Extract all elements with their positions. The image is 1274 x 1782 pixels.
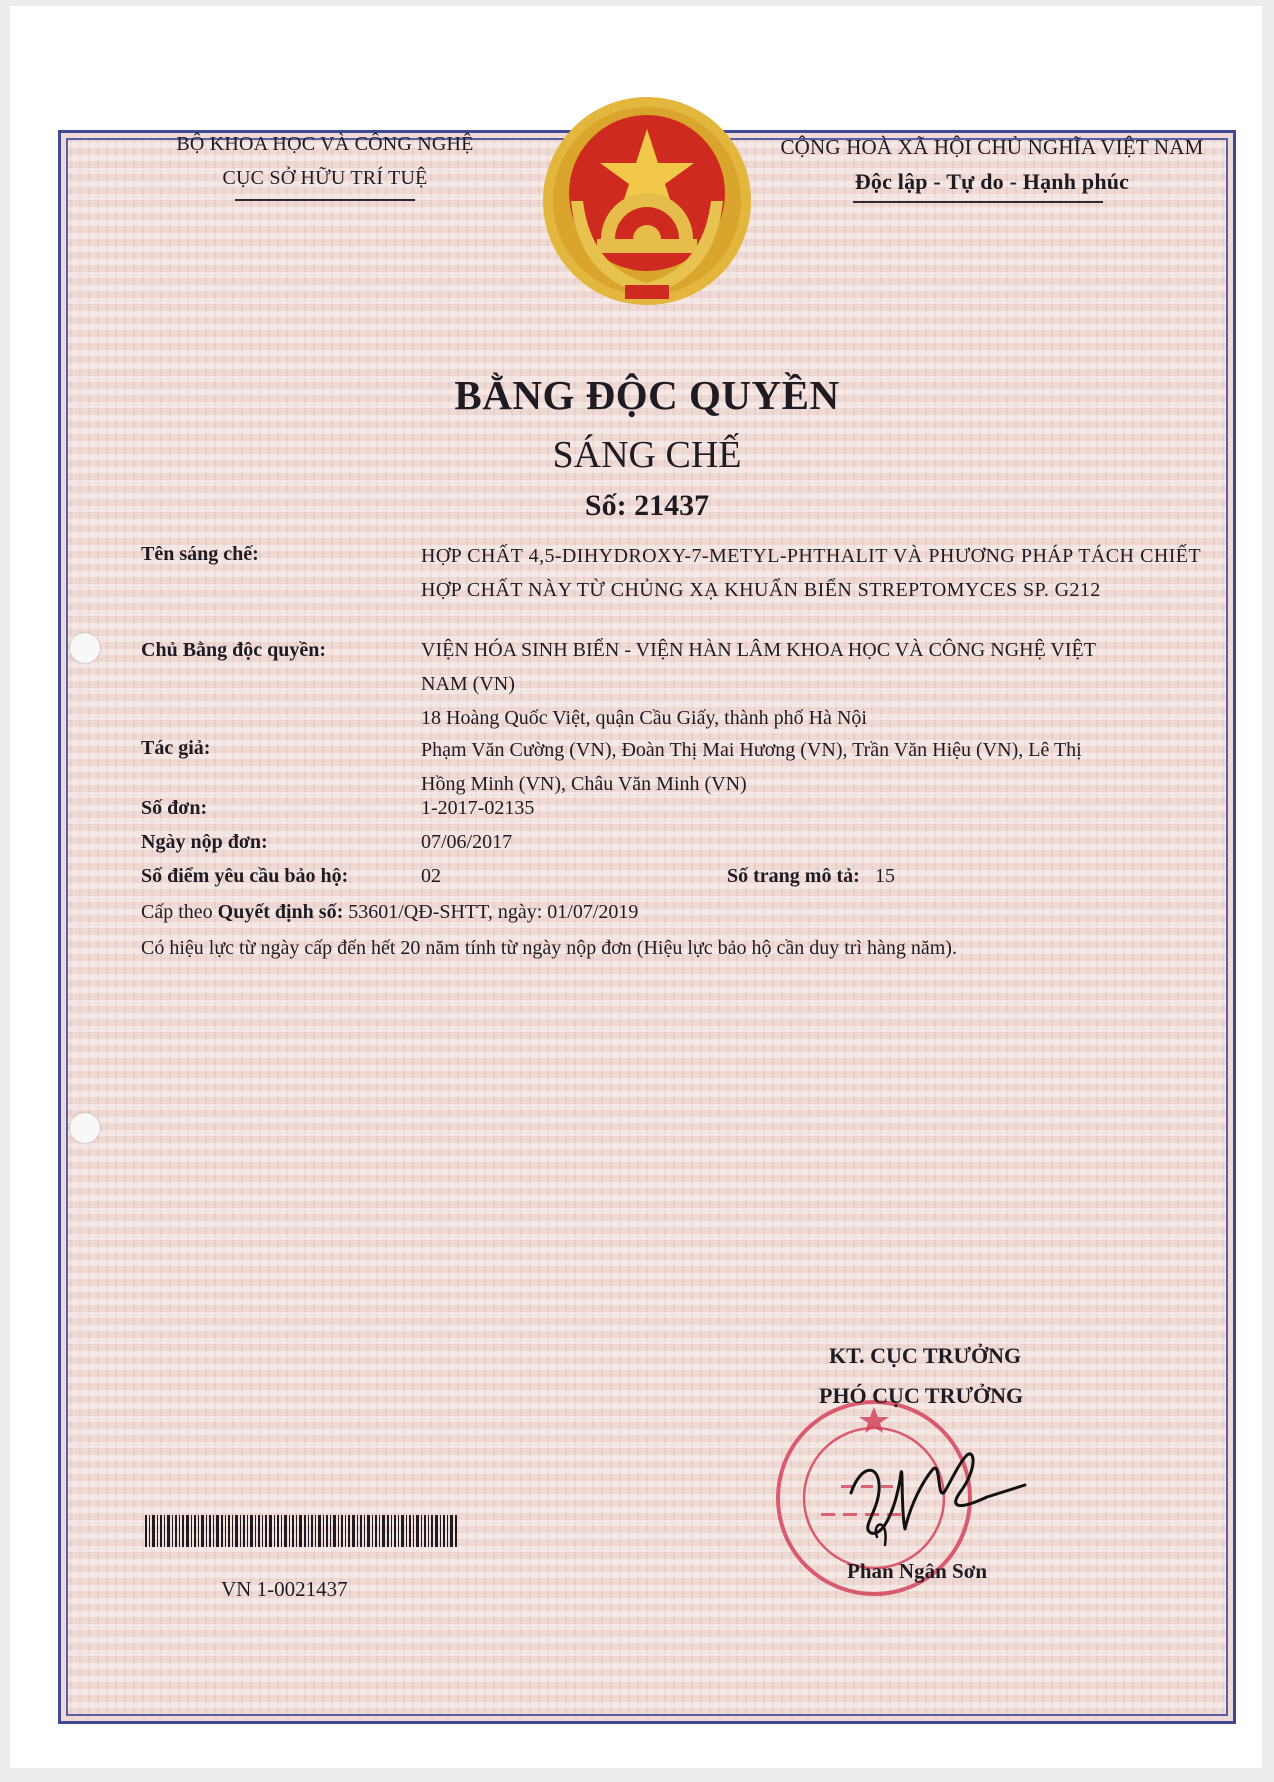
country-motto: Độc lập - Tự do - Hạnh phúc: [854, 169, 1130, 194]
filing-date-value: 07/06/2017: [421, 831, 513, 853]
decision-value: 53601/QĐ-SHTT, ngày: 01/07/2019: [348, 901, 639, 923]
office-name: CỤC SỞ HỮU TRÍ TUỆ: [222, 167, 428, 189]
left-header-underline: [235, 199, 415, 201]
country-name: CỘNG HOÀ XÃ HỘI CHỦ NGHĨA VIỆT NAM: [780, 135, 1204, 159]
signatory-title-2: PHÓ CỤC TRƯỞNG: [819, 1383, 1024, 1408]
handwritten-signature: [841, 1433, 1041, 1553]
invention-name-label: Tên sáng chế:: [141, 543, 259, 565]
decision-line: [141, 901, 638, 924]
signatory-title-1: KT. CỤC TRƯỞNG: [829, 1343, 1022, 1368]
right-header-underline: [853, 201, 1103, 203]
barcode-number: VN 1-0021437: [221, 1577, 348, 1601]
national-emblem-icon: [531, 89, 763, 321]
filing-date-label: Ngày nộp đơn:: [141, 831, 268, 853]
authors-value: Phạm Văn Cường (VN), Đoàn Thị Mai Hương (VN), Trần Văn Hiệu (VN), Lê Thị Hồng Minh (VN), Châu Văn Minh (VN): [421, 739, 1082, 795]
certificate-number: Số: 21437: [584, 489, 710, 522]
authors-label: Tác giả:: [141, 737, 211, 759]
claims-value: 02: [421, 865, 441, 887]
owner-address: 18 Hoàng Quốc Việt, quận Cầu Giấy, thành phố Hà Nội: [421, 707, 867, 729]
punch-hole: [70, 1113, 100, 1143]
ministry-name: BỘ KHOA HỌC VÀ CÔNG NGHỆ: [176, 133, 474, 155]
claims-label: Số điểm yêu cầu bảo hộ:: [141, 865, 349, 887]
owner-label: Chủ Bằng độc quyền:: [141, 639, 327, 661]
certificate: [58, 130, 1236, 1724]
pages-value: 15: [875, 865, 895, 887]
pages-label: Số trang mô tả:: [727, 865, 860, 887]
validity-statement: Có hiệu lực từ ngày cấp đến hết 20 năm tính từ ngày nộp đơn (Hiệu lực bảo hộ cần duy trì hàng năm).: [141, 937, 957, 959]
decision-label: Quyết định số:: [217, 901, 344, 923]
barcode-icon: [145, 1515, 457, 1547]
application-number-value: 1-2017-02135: [421, 797, 535, 819]
invention-name-value: HỢP CHẤT 4,5-DIHYDROXY-7-METYL-PHTHALIT VÀ PHƯƠNG PHÁP TÁCH CHIẾT HỢP CHẤT NÀY TỪ CHỦNG XẠ KHUẨN BIỂN STREPTOMYCES SP. G212: [421, 545, 1201, 601]
application-number-label: Số đơn:: [141, 797, 208, 819]
signatory-name: Phan Ngân Sơn: [847, 1559, 988, 1583]
punch-hole: [70, 633, 100, 663]
owner-value: VIỆN HÓA SINH BIỂN - VIỆN HÀN LÂM KHOA HỌC VÀ CÔNG NGHỆ VIỆT NAM (VN): [421, 639, 1096, 695]
certificate-subtitle: SÁNG CHẾ: [552, 434, 742, 476]
certificate-title: BẰNG ĐỘC QUYỀN: [454, 372, 840, 418]
decision-prefix: Cấp theo: [141, 901, 213, 923]
